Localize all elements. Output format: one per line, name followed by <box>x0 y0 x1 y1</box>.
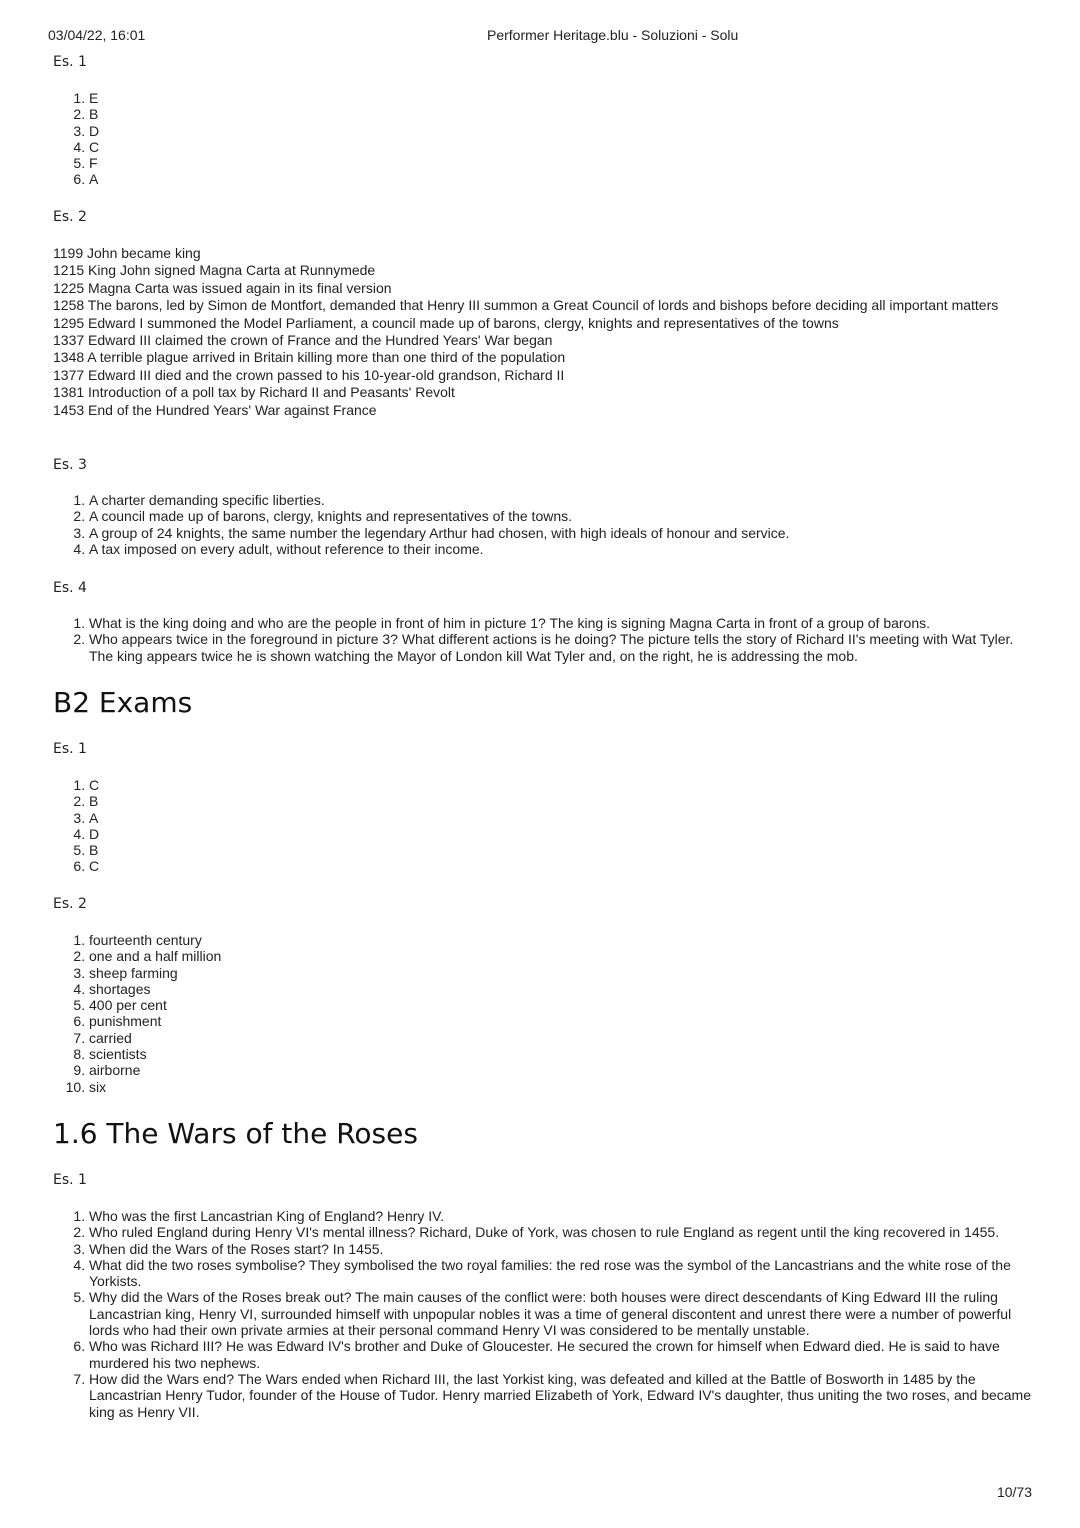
timeline-line: 1295 Edward I summoned the Model Parliament, a council made up of barons, clergy, knights and representatives of the towns <box>53 314 839 331</box>
answer-item: 5. F <box>89 155 1038 171</box>
answer-item: 7. carried <box>89 1030 1038 1046</box>
question-answer-item: 4. What did the two roses symbolise? They symbolised the two royal families: the red rose was the symbol of the Lancastrians and the white rose of the Yorkists. <box>89 1257 1038 1290</box>
answer-item: 2. one and a half million <box>89 948 1038 964</box>
b2-es1-label: Es. 1 <box>53 741 87 757</box>
answer-item: 6. punishment <box>89 1013 1038 1029</box>
definition-item: 2. A council made up of barons, clergy, knights and representatives of the towns. <box>89 508 1038 524</box>
page-title: Performer Heritage.blu - Soluzioni - Solu <box>487 27 739 43</box>
b2-exams-heading: B2 Exams <box>53 686 193 719</box>
answer-item: 3. D <box>89 123 1038 139</box>
b2-es2-list <box>53 932 1038 1095</box>
section-a-es3-label: Es. 3 <box>53 457 87 473</box>
question-answer-item: 1. Who was the first Lancastrian King of England? Henry IV. <box>89 1208 1038 1224</box>
question-answer-item: 3. When did the Wars of the Roses start? In 1455. <box>89 1241 1038 1257</box>
section-a-es1-label: Es. 1 <box>53 54 87 70</box>
answer-item: 4. D <box>89 826 1038 842</box>
timeline-line: 1453 End of the Hundred Years' War against France <box>53 401 377 418</box>
definition-item: 1. A charter demanding specific liberties. <box>89 492 1038 508</box>
answer-item: 1. C <box>89 777 1038 793</box>
answer-item: 4. C <box>89 139 1038 155</box>
print-datetime: 03/04/22, 16:01 <box>48 27 146 43</box>
timeline-line: 1258 The barons, led by Simon de Montfort, demanded that Henry III summon a Great Council of lords and bishops before deciding all important matters <box>53 297 999 314</box>
answer-item: 5. 400 per cent <box>89 997 1038 1013</box>
answer-item: 6. A <box>89 171 1038 187</box>
wars-of-roses-heading: 1.6 The Wars of the Roses <box>53 1117 418 1150</box>
definition-item: 4. A tax imposed on every adult, without reference to their income. <box>89 541 1038 557</box>
timeline-line: 1377 Edward III died and the crown passed to his 10-year-old grandson, Richard II <box>53 366 565 383</box>
question-answer-item: 2. Who appears twice in the foreground in picture 3? What different actions is he doing? The picture tells the story of Richard II's meeting with Wat Tyler. The king appears twice he is shown watching the Mayor of London kill Wat Tyler and, on the right, he is addressing the mob. <box>89 631 1038 664</box>
section-a-es4-list <box>53 615 1038 664</box>
question-answer-item: 2. Who ruled England during Henry VI's mental illness? Richard, Duke of York, was chosen to rule England as regent until the king recovered in 1455. <box>89 1224 1038 1240</box>
b2-es2-label: Es. 2 <box>53 896 87 912</box>
definition-item: 3. A group of 24 knights, the same number the legendary Arthur had chosen, with high ideals of honour and service. <box>89 525 1038 541</box>
answer-item: 10. six <box>89 1079 1038 1095</box>
answer-item: 1. E <box>89 90 1038 106</box>
question-answer-item: 6. Who was Richard III? He was Edward IV's brother and Duke of Gloucester. He secured the crown for himself when Edward died. He is said to have murdered his two nephews. <box>89 1338 1038 1371</box>
answer-item: 8. scientists <box>89 1046 1038 1062</box>
answer-item: 1. fourteenth century <box>89 932 1038 948</box>
section-a-timeline <box>53 245 1038 419</box>
question-answer-item: 1. What is the king doing and who are the people in front of him in picture 1? The king is signing Magna Carta in front of a group of barons. <box>89 615 1038 631</box>
page-number: 10/73 <box>996 1484 1032 1500</box>
question-answer-item: 5. Why did the Wars of the Roses break out? The main causes of the conflict were: both houses were direct descendants of King Edward III the ruling Lancastrian king, Henry VI, surrounded himself with unpopular nobles it was a time of general discontent and unrest there were a number of powerful lords who had their own private armies at their personal command Henry VI was considered to be mentally unstable. <box>89 1289 1038 1338</box>
answer-item: 4. shortages <box>89 981 1038 997</box>
roses-es1-list <box>53 1208 1038 1420</box>
timeline-line: 1348 A terrible plague arrived in Britain killing more than one third of the population <box>53 349 566 366</box>
b2-es1-list <box>53 777 1038 875</box>
timeline-line: 1337 Edward III claimed the crown of France and the Hundred Years' War began <box>53 332 553 349</box>
timeline-line: 1381 Introduction of a poll tax by Richard II and Peasants' Revolt <box>53 384 455 401</box>
answer-item: 3. sheep farming <box>89 965 1038 981</box>
section-a-es2-label: Es. 2 <box>53 209 87 225</box>
answer-item: 5. B <box>89 842 1038 858</box>
timeline-line: 1225 Magna Carta was issued again in its final version <box>53 279 392 296</box>
timeline-line: 1215 King John signed Magna Carta at Runnymede <box>53 262 376 279</box>
answer-item: 2. B <box>89 793 1038 809</box>
answer-item: 9. airborne <box>89 1062 1038 1078</box>
section-a-es1-list <box>53 90 1038 188</box>
section-a-es3-list <box>53 492 1038 557</box>
roses-es1-label: Es. 1 <box>53 1172 87 1188</box>
section-a-es4-label: Es. 4 <box>53 580 87 596</box>
question-answer-item: 7. How did the Wars end? The Wars ended when Richard III, the last Yorkist king, was defeated and killed at the Battle of Bosworth in 1485 by the Lancastrian Henry Tudor, founder of the House of Tudor. Henry married Elizabeth of York, Edward IV's daughter, thus uniting the two roses, and became king as Henry VII. <box>89 1371 1038 1420</box>
answer-item: 6. C <box>89 858 1038 874</box>
answer-item: 3. A <box>89 810 1038 826</box>
timeline-line: 1199 John became king <box>53 245 201 261</box>
answer-item: 2. B <box>89 106 1038 122</box>
